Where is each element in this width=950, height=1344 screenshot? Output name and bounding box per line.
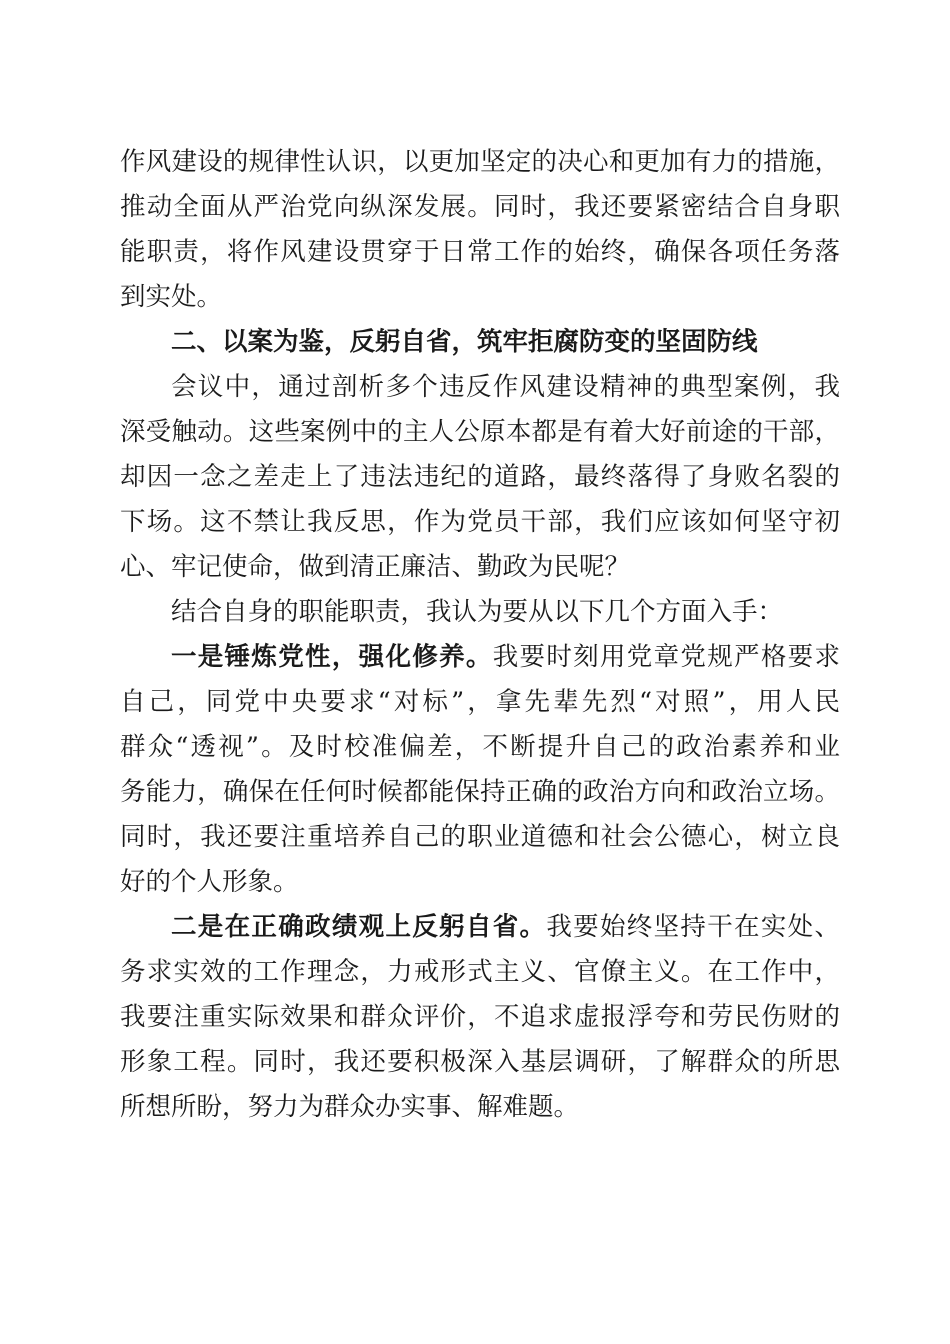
paragraph-line: 所想所盼，努力为群众办实事、解难题。: [120, 1092, 580, 1122]
paragraph-line: 同时，我还要注重培养自己的职业道德和社会公德心，树立良: [120, 822, 840, 852]
paragraph-lead-bold: 二是在正确政绩观上反躬自省。: [171, 912, 547, 942]
paragraph-line: 务能力，确保在任何时候都能保持正确的政治方向和政治立场。: [120, 777, 840, 807]
paragraph-line: 到实处。: [120, 282, 223, 312]
paragraph-line: 结合自身的职能职责，我认为要从以下几个方面入手：: [171, 597, 784, 627]
section-heading: 二、以案为鉴，反躬自省，筑牢拒腐防变的坚固防线: [171, 327, 758, 357]
paragraph-line: 自己，同党中央要求“对标”，拿先辈先烈“对照”，用人民: [120, 687, 840, 717]
paragraph-line: 形象工程。同时，我还要积极深入基层调研，了解群众的所思: [120, 1047, 840, 1077]
paragraph-line: 务求实效的工作理念，力戒形式主义、官僚主义。在工作中，: [120, 957, 840, 987]
paragraph-line: 会议中，通过剖析多个违反作风建设精神的典型案例，我: [171, 372, 840, 402]
paragraph-line: 群众“透视”。及时校准偏差，不断提升自己的政治素养和业: [120, 732, 840, 762]
paragraph-line: 深受触动。这些案例中的主人公原本都是有着大好前途的干部，: [120, 417, 840, 447]
paragraph-line: [171, 637, 840, 677]
paragraph-line: 能职责，将作风建设贯穿于日常工作的始终，确保各项任务落: [120, 237, 840, 267]
paragraph-line: 却因一念之差走上了违法违纪的道路，最终落得了身败名裂的: [120, 462, 840, 492]
paragraph-line: 推动全面从严治党向纵深发展。同时，我还要紧密结合自身职: [120, 192, 840, 222]
paragraph-lead-bold: 一是锤炼党性，强化修养。: [171, 642, 493, 672]
paragraph-line: 我要注重实际效果和群众评价，不追求虚报浮夸和劳民伤财的: [120, 1002, 840, 1032]
paragraph-line: 下场。这不禁让我反思，作为党员干部，我们应该如何坚守初: [120, 507, 840, 537]
paragraph-text: 我要始终坚持干在实处、: [546, 912, 840, 942]
paragraph-line: 作风建设的规律性认识，以更加坚定的决心和更加有力的措施，: [120, 147, 840, 177]
paragraph-text: 我要时刻用党章党规严格要求: [492, 642, 840, 672]
paragraph-line: 好的个人形象。: [120, 867, 299, 897]
paragraph-line: [171, 907, 840, 947]
paragraph-line: 心、牢记使命，做到清正廉洁、勤政为民呢？: [120, 552, 631, 582]
